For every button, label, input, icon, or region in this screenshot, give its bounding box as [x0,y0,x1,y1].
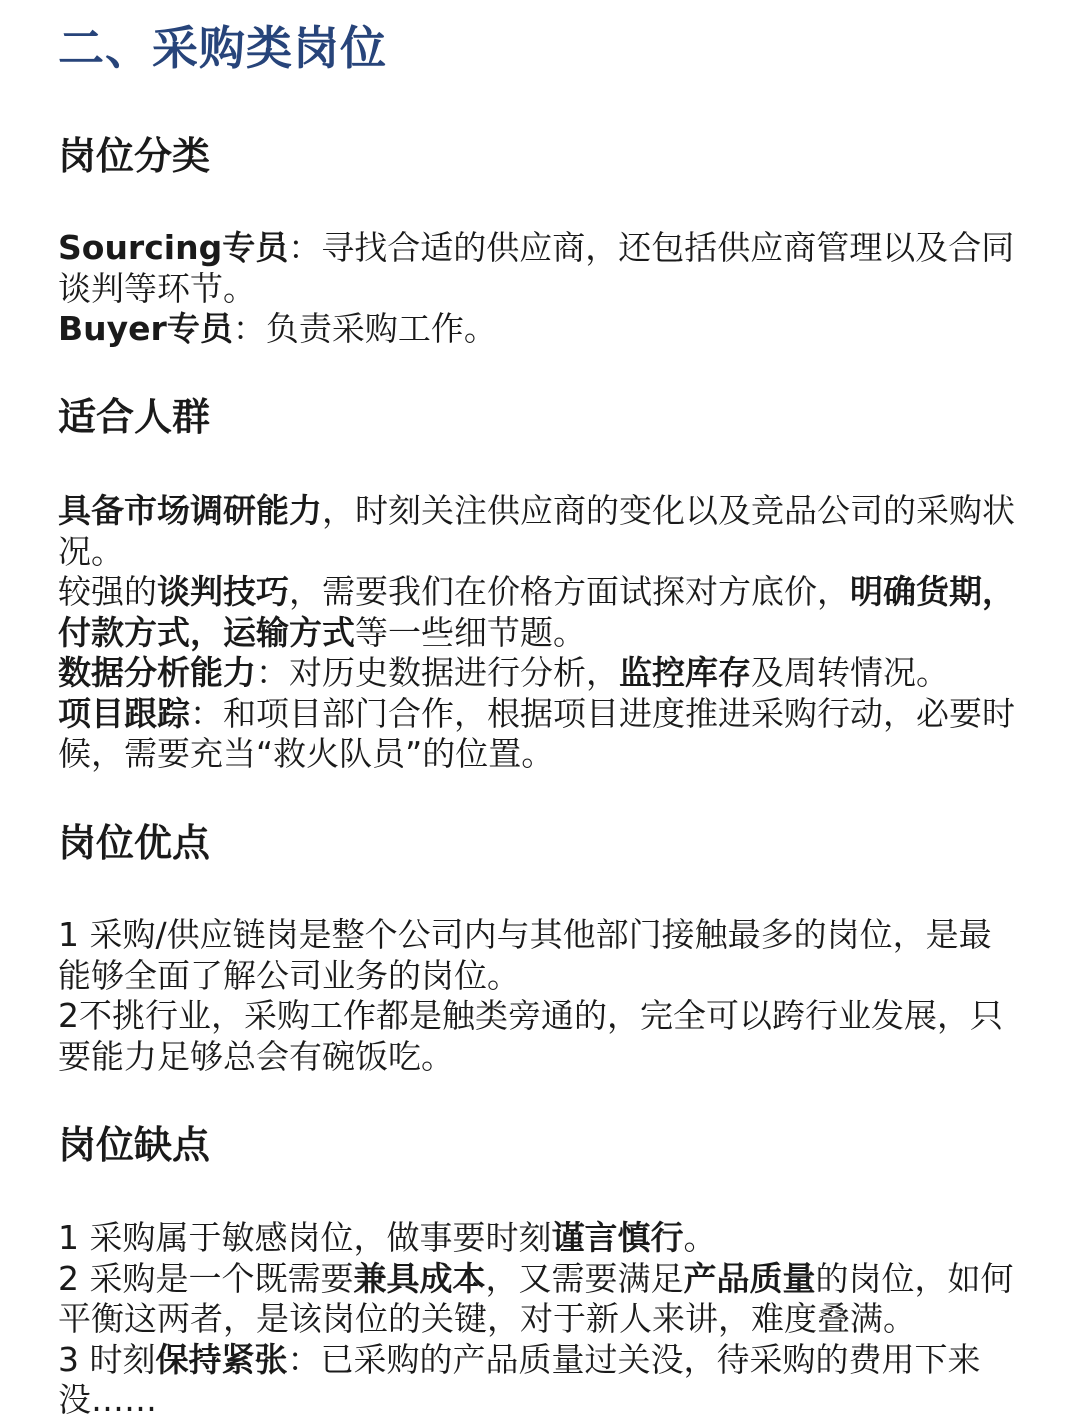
bold-text: 明确货期，付款方式，运输方式 [58,572,1015,652]
section-heading-disadvantages: 岗位缺点 [58,1123,211,1167]
paragraph-sourcing [58,228,1023,309]
body-text: 2 采购是一个既需要 [58,1258,354,1298]
section-body-advantages [58,915,1023,1077]
body-text: 。 [683,1218,717,1257]
bold-text: 保持紧张 [155,1339,288,1379]
body-text: ，需要我们在价格方面试探对方底价， [289,572,850,611]
body-text: 较强的 [58,572,157,611]
body-text: ：寻找合适的供应商，还包括供应商管理以及合同谈判等环节。 [58,228,1015,308]
body-text: 等一些细节题。 [355,612,586,652]
section-body-suitable [58,491,1023,775]
body-text: ：已采购的产品质量过关没，待采购的费用下来没…… [58,1339,981,1419]
bold-text: 谨言慎行 [551,1218,684,1257]
body-text: 及周转情况。 [751,653,949,692]
section-body-categories [58,228,1023,350]
paragraph-advantage-1 [58,915,1023,996]
paragraph-data-analysis [58,653,1023,694]
body-text: ：和项目部门合作，根据项目进度推进采购行动，必要时候，需要充当“救火队员”的位置。 [58,693,1015,773]
body-text: 1 采购/供应链岗是整个公司内与其他部门接触最多的岗位，是最能够全面了解公司业务的岗位。 [58,915,992,995]
bold-text: 数据分析能力 [58,653,256,692]
paragraph-buyer [58,309,1023,350]
section-heading-advantages: 岗位优点 [58,821,211,865]
body-text: ，时刻关注供应商的变化以及竞品公司的采购状况。 [58,491,1015,571]
body-text: ：负责采购工作。 [232,309,497,348]
bold-text: 项目跟踪 [58,693,190,733]
bold-text: 谈判技巧 [157,572,289,611]
bold-text: 产品质量 [683,1258,816,1298]
paragraph-disadvantage-1 [58,1218,1023,1259]
body-text: ：对历史数据进行分析， [256,653,619,692]
bold-text: Buyer专员 [58,309,233,348]
paragraph-advantage-2 [58,996,1023,1077]
section-heading-categories: 岗位分类 [58,134,211,178]
body-text: 2不挑行业，采购工作都是触类旁通的，完全可以跨行业发展，只要能力足够总会有碗饭吃。 [58,996,1003,1076]
paragraph-disadvantage-3 [58,1340,1023,1421]
body-text: 1 采购属于敏感岗位，做事要时刻 [58,1218,552,1257]
paragraph-disadvantage-2 [58,1259,1023,1340]
body-text: 的岗位，如何平衡这两者，是该岗位的关键，对于新人来讲，难度叠满。 [58,1258,1014,1338]
bold-text: 具备市场调研能力 [58,491,322,530]
bold-text: 监控库存 [619,653,751,692]
body-text: 3 时刻 [58,1339,156,1379]
paragraph-market-research [58,491,1023,572]
bold-text: 兼具成本 [353,1258,486,1298]
paragraph-negotiation [58,572,1023,653]
paragraph-project-tracking [58,694,1023,775]
page-title: 二、采购类岗位 [58,21,387,75]
section-body-disadvantages [58,1218,1023,1421]
bold-text: Sourcing专员 [58,228,289,267]
section-heading-suitable: 适合人群 [58,395,211,439]
body-text: ，又需要满足 [485,1258,684,1298]
